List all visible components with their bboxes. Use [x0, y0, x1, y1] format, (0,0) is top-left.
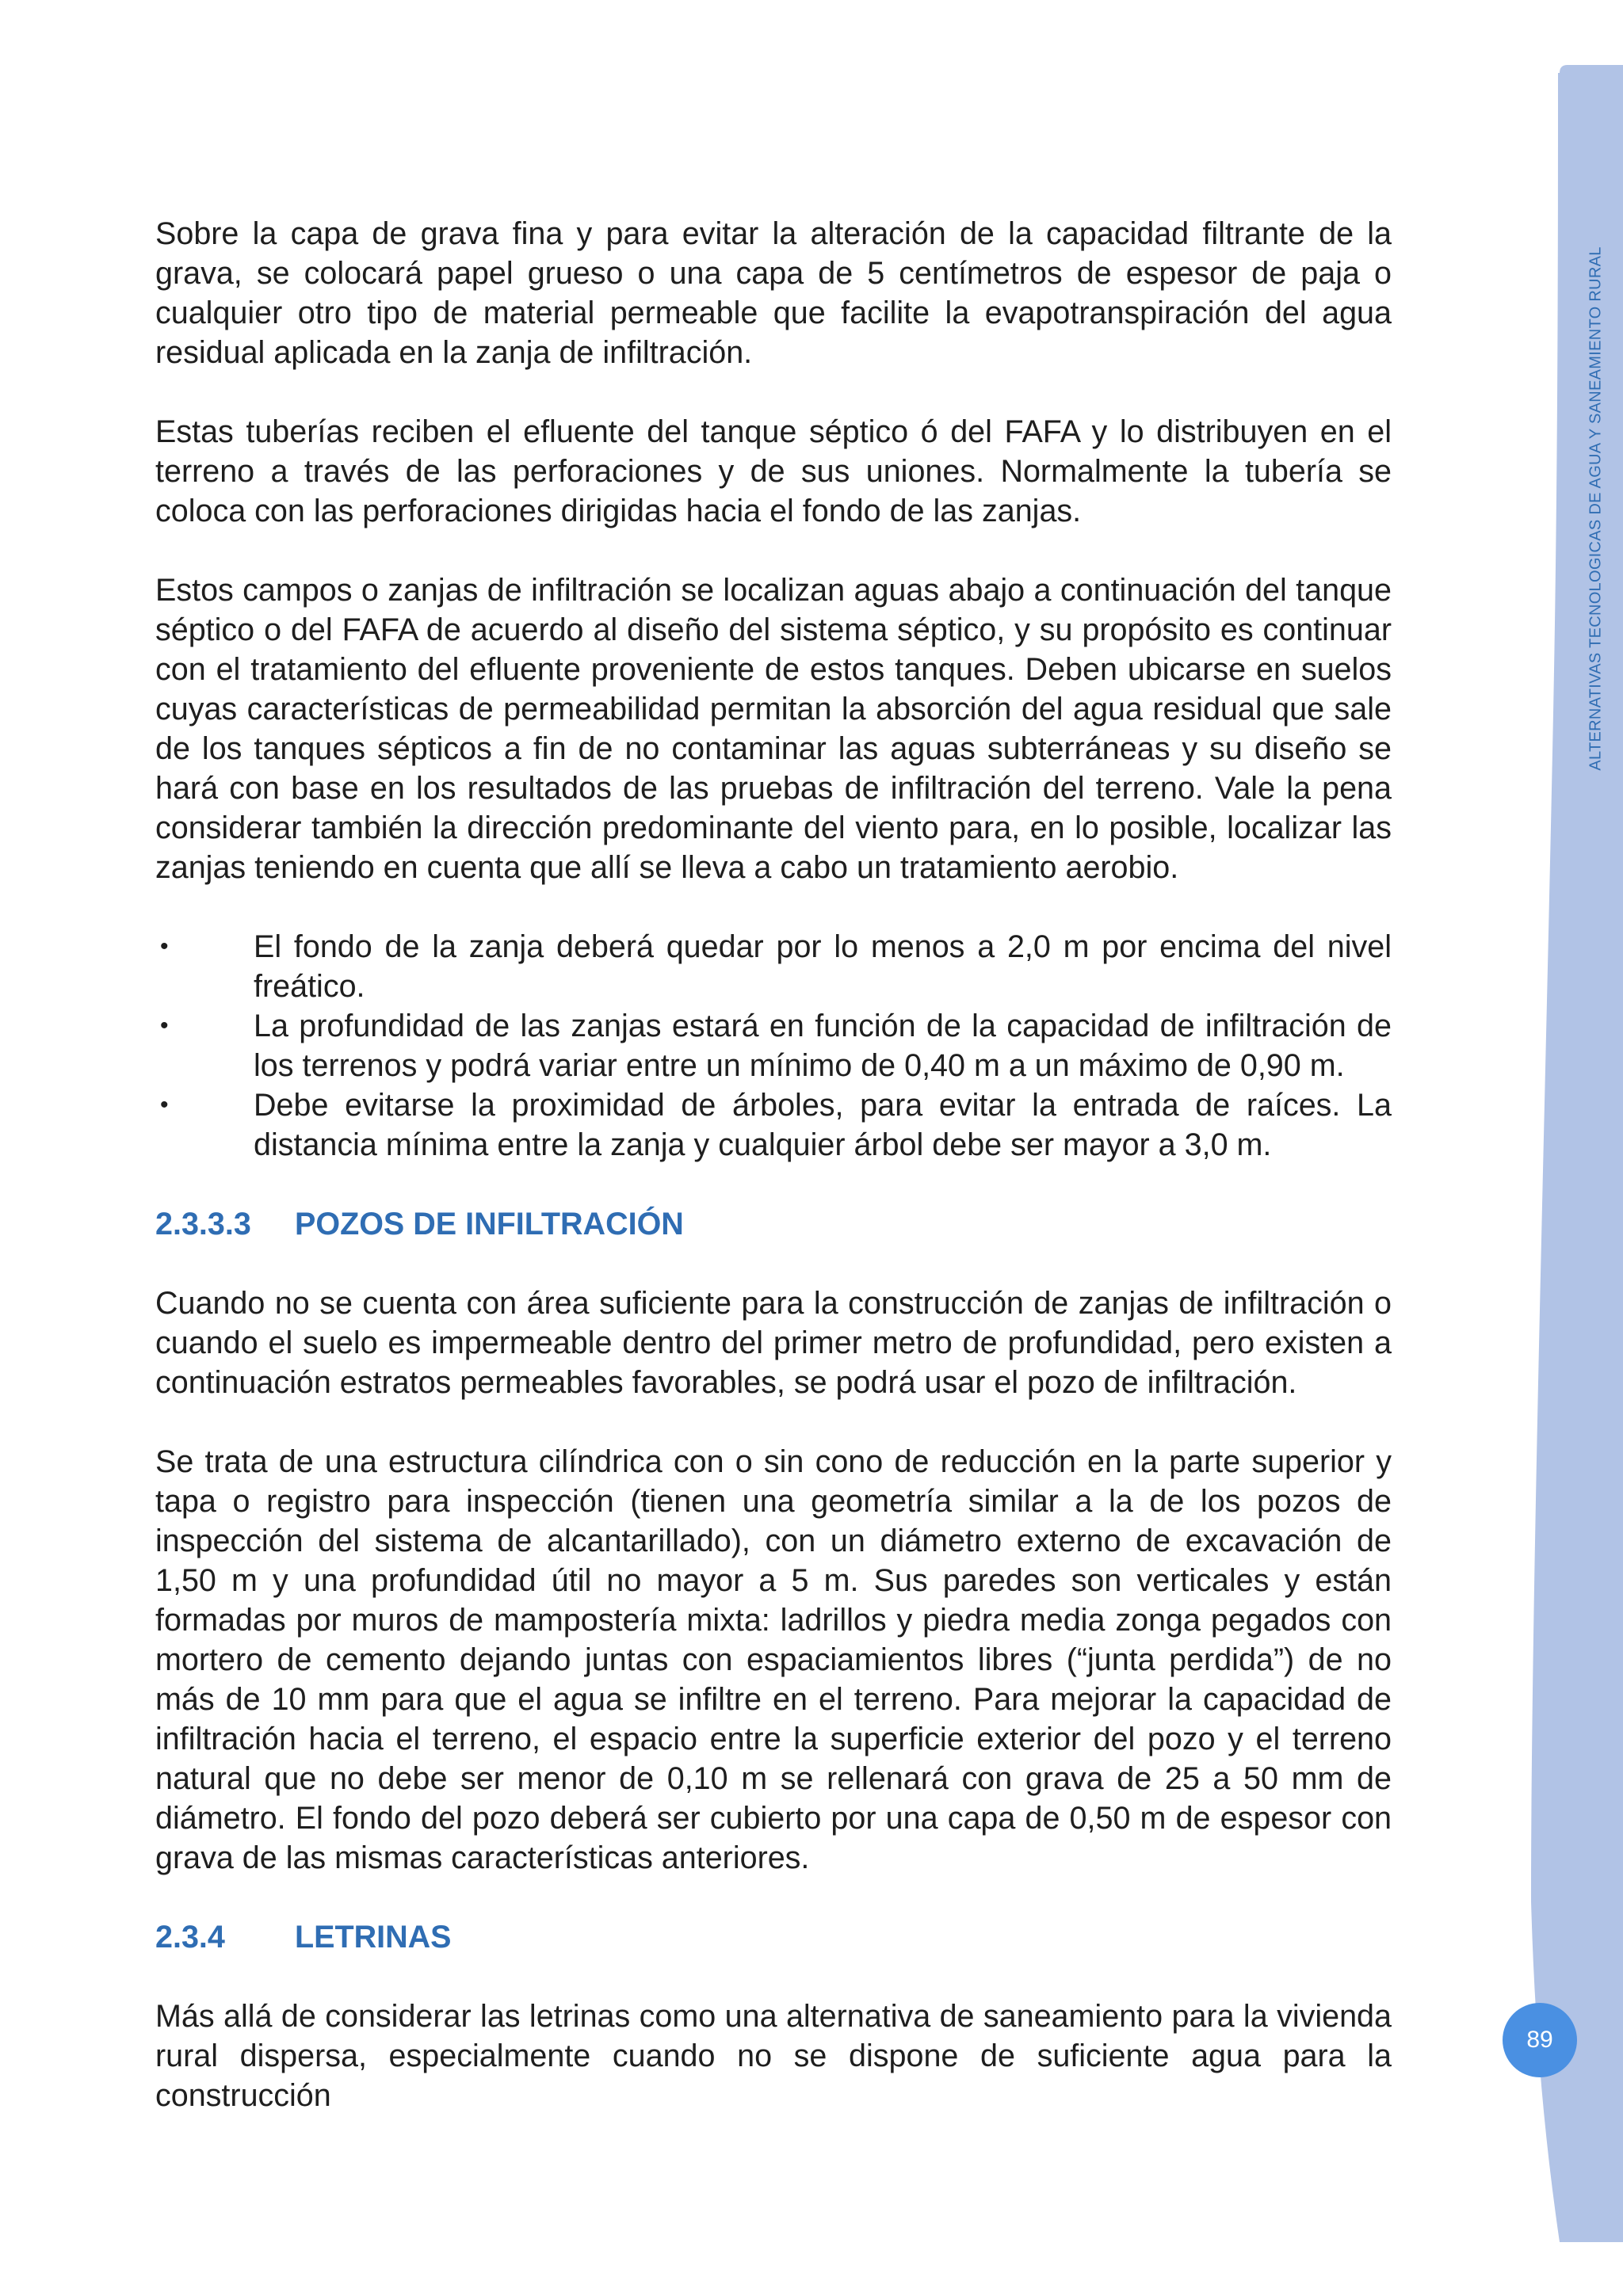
side-tab-shape: [1531, 65, 1623, 2242]
bullet-icon: •: [160, 933, 169, 959]
paragraph: Estas tuberías reciben el efluente del tanque séptico ó del FAFA y lo distribuyen en el terreno a través de las perforaciones y de sus uniones. Normalmente la tubería se coloca con las perforaciones dirigidas hacia el fondo de las zanjas.: [155, 414, 1392, 528]
list-item: [155, 1006, 1392, 1085]
page-number-badge: 89: [1503, 2003, 1577, 2077]
section-heading: [155, 1204, 1392, 1244]
paragraph: Más allá de considerar las letrinas como una alternativa de saneamiento para la vivienda rural dispersa, especialmente cuando no se dispone de suficiente agua para la construcción: [155, 1999, 1392, 2113]
paragraph: Cuando no se cuenta con área suficiente para la construcción de zanjas de infiltración o cuando el suelo es impermeable dentro del primer metro de profundidad, pero existen a continuación estratos permeables favorables, se podrá usar el pozo de infiltración.: [155, 1286, 1392, 1400]
side-title: ALTERNATIVAS TECNOLOGICAS DE AGUA Y SANEAMIENTO RURAL: [1587, 246, 1605, 771]
bullet-icon: •: [160, 1092, 169, 1118]
list-item-text: El fondo de la zanja deberá quedar por lo menos a 2,0 m por encima del nivel freático.: [254, 929, 1392, 1004]
list-item-text: La profundidad de las zanjas estará en función de la capacidad de infiltración de los terrenos y podrá variar entre un mínimo de 0,40 m a un máximo de 0,90 m.: [254, 1009, 1392, 1083]
paragraph: Sobre la capa de grava fina y para evitar la alteración de la capacidad filtrante de la grava, se colocará papel grueso o una capa de 5 centímetros de espesor de paja o cualquier otro tipo de material permeable que facilite la evapotranspiración del agua residual aplicada en la zanja de infiltración.: [155, 216, 1392, 370]
main-content: [155, 214, 1392, 2115]
section-title: LETRINAS: [295, 1920, 452, 1955]
list-item-text: Debe evitarse la proximidad de árboles, para evitar la entrada de raíces. La distancia mínima entre la zanja y cualquier árbol debe ser mayor a 3,0 m.: [254, 1088, 1392, 1162]
list-item: [155, 1085, 1392, 1165]
paragraph: Estos campos o zanjas de infiltración se localizan aguas abajo a continuación del tanque séptico o del FAFA de acuerdo al diseño del sistema séptico, y su propósito es continuar con el tratamiento del efluente proveniente de estos tanques. Deben ubicarse en suelos cuyas características de permeabilidad permitan la absorción del agua residual que sale de los tanques sépticos a fin de no contaminar las aguas subterráneas y su diseño se hará con base en los resultados de las pruebas de infiltración del terreno. Vale la pena considerar también la dirección predominante del viento para, en lo posible, localizar las zanjas teniendo en cuenta que allí se lleva a cabo un tratamiento aerobio.: [155, 573, 1392, 885]
bullet-icon: •: [160, 1013, 169, 1039]
bullet-list: [155, 927, 1392, 1165]
paragraph: Se trata de una estructura cilíndrica con o sin cono de reducción en la parte superior y tapa o registro para inspección (tienen una geometría similar a la de los pozos de inspección del sistema de alcantarillado), con un diámetro externo de excavación de 1,50 m y una profundidad útil no mayor a 5 m. Sus paredes son verticales y están formadas por muros de mampostería mixta: ladrillos y piedra media zonga pegados con mortero de cemento dejando juntas con espaciamientos libres (“junta perdida”) de no más de 10 mm para que el agua se infiltre en el terreno. Para mejorar la capacidad de infiltración hacia el terreno, el espacio entre la superficie exterior del pozo y el terreno natural que no debe ser menor de 0,10 m se rellenará con grava de 25 a 50 mm de diámetro. El fondo del pozo deberá ser cubierto por una capa de 0,50 m de espesor con grava de las mismas características anteriores.: [155, 1444, 1392, 1875]
section-title: POZOS DE INFILTRACIÓN: [295, 1207, 684, 1241]
section-number: 2.3.4: [155, 1920, 225, 1955]
section-heading: [155, 1917, 1392, 1957]
section-number: 2.3.3.3: [155, 1207, 251, 1241]
list-item: [155, 927, 1392, 1006]
